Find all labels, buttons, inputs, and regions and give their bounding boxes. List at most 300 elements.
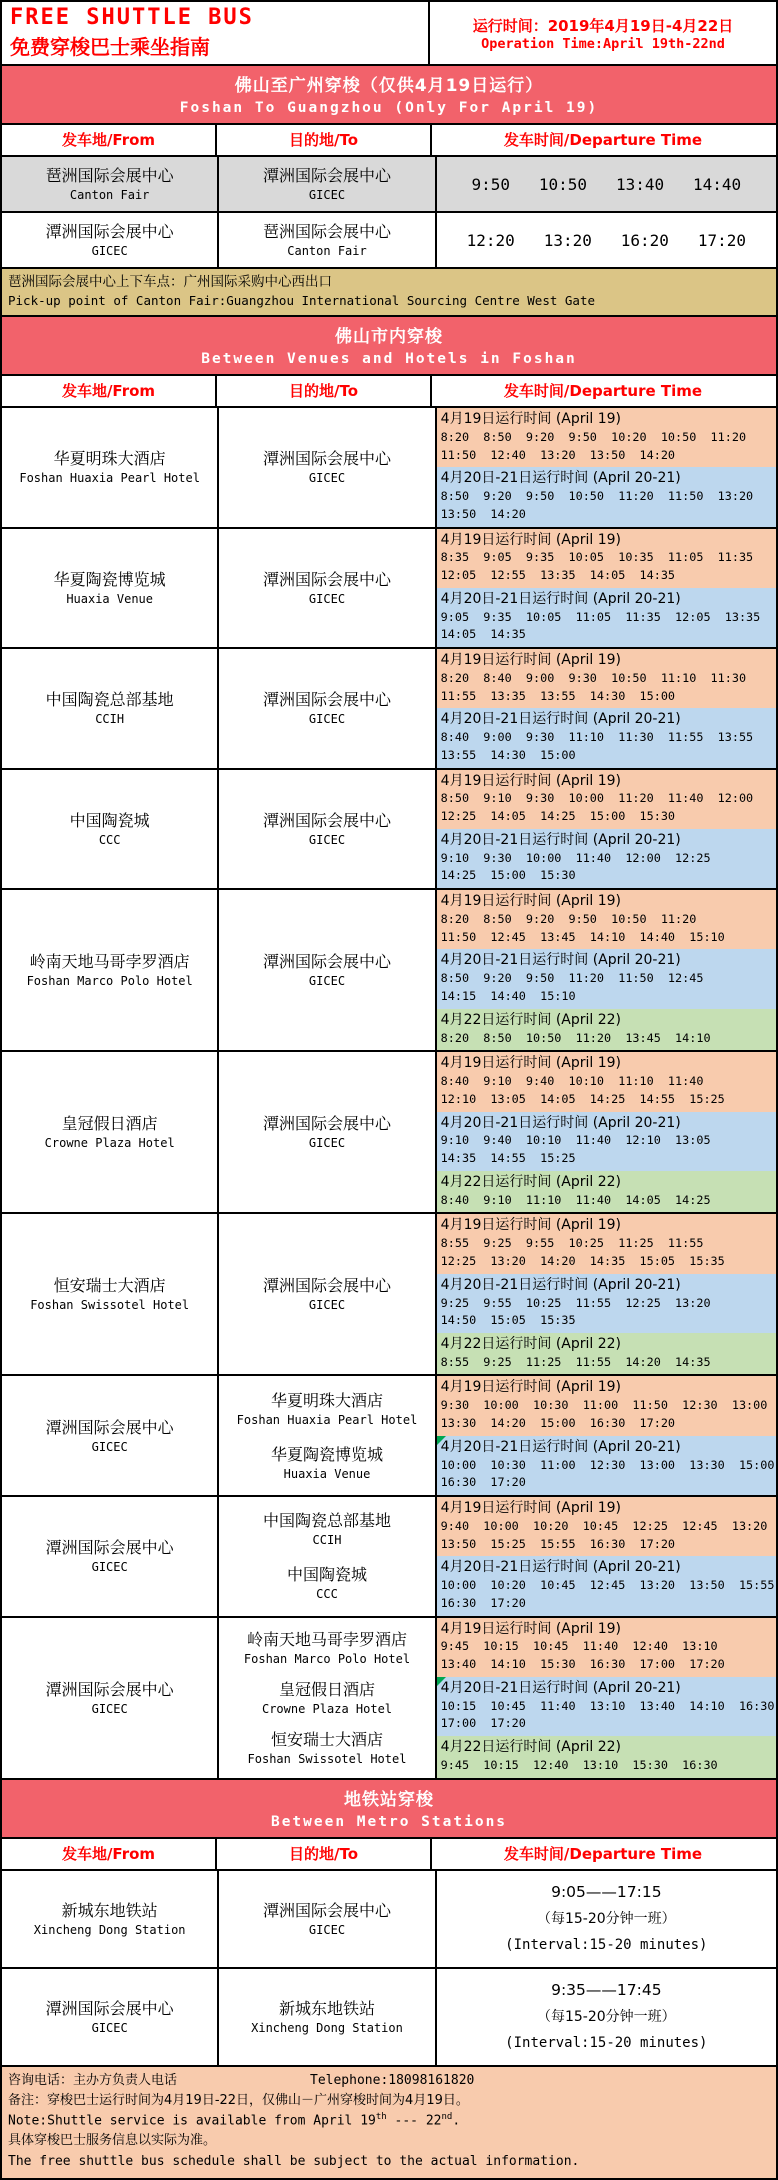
time-block-apr20_21	[437, 829, 776, 888]
time-block-apr20_21	[437, 1436, 776, 1495]
venue-name-zh: 潭洲国际会展中心	[262, 569, 391, 589]
venue-name-zh: 恒安瑞士大酒店	[53, 1276, 166, 1296]
date-header: 4月20日-21日运行时间 (April 20-21)	[440, 590, 681, 607]
venue	[263, 952, 391, 988]
schedule-row	[2, 1869, 776, 1967]
time-cell	[435, 157, 776, 211]
from-cell	[2, 770, 217, 889]
venue-name-zh: 中国陶瓷总部基地	[262, 1511, 391, 1531]
venue-name-en: GICEC	[308, 591, 346, 606]
venue	[46, 1680, 174, 1716]
time-cell	[435, 890, 776, 1050]
time-line: 8:40 9:10 11:10 11:40 14:05 14:25	[440, 1192, 711, 1207]
to-cell	[217, 1214, 434, 1374]
venue-name-zh: 岭南天地马哥孛罗酒店	[246, 1629, 407, 1649]
venue-name-en: GICEC	[308, 832, 346, 847]
phone-label-zh: 咨询电话：主办方负责人电话	[8, 2072, 178, 2088]
venue	[34, 1901, 186, 1937]
time-block-apr22	[437, 1736, 776, 1778]
date-header: 4月19日运行时间 (April 19)	[440, 893, 622, 910]
time-block-apr20_21	[437, 1274, 776, 1333]
time-line: 12:10 13:05 14:05 14:25 14:55 15:25	[440, 1091, 725, 1106]
venue-name-en: Crowne Plaza Hotel	[44, 1136, 175, 1151]
time-line: 9:40 10:00 10:20 10:45 12:25 12:45 13:20	[440, 1518, 768, 1533]
footer-note-en-part: .	[452, 2113, 461, 2129]
footer-disclaimer-en: The free shuttle bus schedule shall be subject to the actual information.	[8, 2153, 580, 2169]
time-block-apr19	[437, 1214, 776, 1273]
operation-time-zh: 运行时间：2019年4月19日-4月22日	[472, 16, 734, 35]
from-cell	[2, 157, 217, 211]
venue	[263, 1276, 391, 1312]
time-line: 12:05 12:55 13:35 14:05 14:35	[440, 568, 676, 583]
from-cell	[2, 1497, 217, 1616]
from-cell	[2, 649, 217, 768]
time-line: 8:20 8:50 9:20 9:50 10:20 10:50 11:20	[440, 429, 747, 444]
venue-name-en: GICEC	[91, 1701, 128, 1716]
date-header: 4月19日运行时间 (April 19)	[440, 1499, 622, 1516]
time-line: 13:50 15:25 15:55 16:30 17:20	[440, 1536, 676, 1551]
to-cell	[217, 1376, 434, 1495]
venue	[263, 1511, 391, 1547]
venue-name-en: CCIH	[312, 1533, 342, 1548]
date-header: 4月19日运行时间 (April 19)	[440, 772, 622, 789]
schedule-row	[2, 1616, 776, 1778]
section-gz	[2, 64, 776, 315]
venue	[70, 811, 150, 847]
column-header-row	[2, 374, 776, 406]
venue-name-zh: 潭洲国际会展中心	[262, 1900, 391, 1920]
column-header-to: 目的地/To	[215, 376, 430, 406]
to-cell	[217, 529, 434, 648]
schedule-row	[2, 888, 776, 1050]
time-line: 9:05 9:35 10:05 11:05 11:35 12:05 13:35	[440, 609, 761, 624]
time-line: 8:50 9:10 9:30 10:00 11:20 11:40 12:00	[440, 791, 754, 806]
section-banner	[2, 64, 776, 123]
time-line: 13:55 14:30 15:00	[440, 747, 576, 762]
time-line: 8:35 9:05 9:35 10:05 10:35 11:05 11:35	[440, 550, 754, 565]
time-block-apr19	[437, 1376, 776, 1435]
footer-notes	[2, 2065, 776, 2178]
time-line: 16:30 17:20	[440, 1595, 526, 1610]
time-line: 13:50 14:20	[440, 506, 526, 521]
venue	[263, 449, 391, 485]
column-header-time: 发车时间/Departure Time	[430, 125, 774, 155]
venue-name-zh: 中国陶瓷总部基地	[45, 690, 174, 710]
schedule-row	[2, 1050, 776, 1212]
venue-name-zh: 潭洲国际会展中心	[45, 1417, 174, 1437]
venue-name-en: Foshan Huaxia Pearl Hotel	[19, 471, 200, 486]
date-header: 4月20日-21日运行时间 (April 20-21)	[440, 711, 681, 728]
venue	[263, 1901, 391, 1937]
time-block-apr22	[437, 1009, 776, 1051]
venue-name-en: CCC	[98, 832, 121, 847]
venue-name-zh: 琶洲国际会展中心	[45, 166, 174, 185]
time-cell	[435, 770, 776, 889]
venue	[46, 166, 174, 202]
page-header	[2, 2, 776, 64]
departure-times: 12:20 13:20 16:20 17:20	[466, 230, 746, 250]
column-header-to: 目的地/To	[215, 1839, 430, 1869]
schedule-row	[2, 647, 776, 768]
time-cell	[435, 1052, 776, 1212]
to-cell	[217, 770, 434, 889]
time-block-apr20_21	[437, 467, 776, 526]
from-cell	[2, 1052, 217, 1212]
time-line: 8:20 8:50 10:50 11:20 13:45 14:10	[440, 1030, 711, 1045]
time-line: 10:15 10:45 11:40 13:10 13:40 14:10 16:30	[440, 1698, 775, 1713]
page-title-block	[2, 2, 428, 64]
schedule-row	[2, 406, 776, 527]
pickup-note	[2, 267, 776, 315]
venue-name-en: GICEC	[308, 712, 346, 727]
time-line: 10:00 10:30 11:00 12:30 13:00 13:30 15:00	[440, 1457, 775, 1472]
venue	[263, 570, 391, 606]
section-foshan	[2, 315, 776, 1778]
venue-name-en: Foshan Huaxia Pearl Hotel	[236, 1412, 418, 1427]
to-cell	[217, 1618, 434, 1778]
to-cell	[217, 157, 434, 211]
from-cell	[2, 529, 217, 648]
venue-name-en: Crowne Plaza Hotel	[261, 1701, 393, 1716]
date-header: 4月22日运行时间 (April 22)	[440, 1011, 622, 1028]
section-banner-en: Foshan To Guangzhou (Only For April 19)	[179, 100, 599, 116]
schedule-row	[2, 1212, 776, 1374]
venue-name-zh: 潭洲国际会展中心	[45, 222, 174, 241]
phone-number: Telephone:18098161820	[310, 2072, 475, 2088]
venue-name-zh: 中国陶瓷城	[286, 1565, 367, 1585]
comment-marker-icon	[437, 1436, 446, 1445]
date-header: 4月19日运行时间 (April 19)	[440, 1620, 622, 1637]
date-header: 4月22日运行时间 (April 22)	[440, 1739, 622, 1756]
venue-name-zh: 华夏陶瓷博览城	[53, 569, 166, 589]
venue	[271, 1445, 383, 1481]
from-cell	[2, 1618, 217, 1778]
venue-name-zh: 皇冠假日酒店	[61, 1114, 158, 1134]
schedule-row	[2, 1967, 776, 2065]
venue-name-en: Canton Fair	[287, 244, 367, 258]
from-cell	[2, 1871, 217, 1967]
time-line: 14:25 15:00 15:30	[440, 868, 576, 883]
venue	[45, 1114, 175, 1150]
time-line: 8:20 8:50 9:20 9:50 10:50 11:20	[440, 912, 697, 927]
footer-note-zh: 备注：穿梭巴士运行时间为4月19日-22日，仅佛山－广州穿梭时间为4月19日。	[8, 2092, 469, 2108]
from-cell	[2, 408, 217, 527]
column-header-time: 发车时间/Departure Time	[430, 376, 774, 406]
footer-note-en-part: Note:Shuttle service is available from April 19	[8, 2113, 376, 2129]
venue-name-en: Foshan Marco Polo Hotel	[26, 974, 193, 989]
venue	[46, 1418, 174, 1454]
venue	[263, 222, 391, 258]
time-line: 9:10 9:30 10:00 11:40 12:00 12:25	[440, 850, 711, 865]
comment-marker-icon	[437, 1677, 446, 1686]
column-header-from: 发车地/From	[61, 131, 156, 149]
time-block-apr22	[437, 1171, 776, 1213]
time-line: 9:30 10:00 10:30 11:00 11:50 12:30 13:00	[440, 1398, 768, 1413]
time-block-apr19	[437, 1052, 776, 1111]
venue-name-en: Xincheng Dong Station	[33, 1922, 186, 1937]
venue-name-en: GICEC	[308, 1136, 346, 1151]
departure-times: 9:50 10:50 13:40 14:40	[471, 174, 742, 194]
section-banner-zh: 佛山至广州穿梭（仅供4月19日运行）	[234, 76, 544, 96]
date-header: 4月20日-21日运行时间 (April 20-21)	[440, 952, 681, 969]
time-line: 9:45 10:15 12:40 13:10 15:30 16:30	[440, 1757, 718, 1772]
column-header-row	[2, 1837, 776, 1869]
column-header-from: 发车地/From	[61, 1844, 156, 1863]
interval-line: （每15-20分钟一班）	[536, 1911, 676, 1928]
from-cell	[2, 1969, 217, 2065]
venue-name-en: CCIH	[95, 712, 125, 727]
time-cell	[435, 529, 776, 648]
section-banner-en: Between Venues and Hotels in Foshan	[201, 351, 577, 367]
schedule-row	[2, 527, 776, 648]
time-line: 14:50 15:05 15:35	[440, 1313, 576, 1328]
time-line: 8:50 9:20 9:50 10:50 11:20 11:50 13:20	[440, 489, 754, 504]
venue	[263, 811, 391, 847]
from-cell	[2, 890, 217, 1050]
date-header: 4月20日-21日运行时间 (April 20-21)	[440, 1276, 681, 1293]
interval-line: (Interval:15-20 minutes)	[505, 1936, 708, 1953]
venue-name-zh: 琶洲国际会展中心	[262, 222, 391, 241]
section-metro	[2, 1778, 776, 2065]
time-block-apr20_21	[437, 708, 776, 767]
venue	[19, 449, 200, 485]
time-block-apr19	[437, 408, 776, 467]
date-header: 4月20日-21日运行时间 (April 20-21)	[440, 1114, 681, 1131]
date-header: 4月19日运行时间 (April 19)	[440, 411, 622, 427]
page-title-en: FREE SHUTTLE BUS	[10, 5, 254, 30]
time-block-apr20_21	[437, 588, 776, 647]
footer-note-en-sup: nd	[441, 2111, 453, 2122]
date-header: 4月20日-21日运行时间 (April 20-21)	[440, 1679, 681, 1696]
page-title-zh: 免费穿梭巴士乘坐指南	[10, 35, 210, 59]
venue	[27, 952, 193, 988]
venue	[46, 1538, 174, 1574]
time-line: 10:00 10:20 10:45 12:45 13:20 13:50 15:55	[440, 1578, 775, 1593]
venue	[248, 1730, 407, 1766]
time-line: 13:40 14:10 15:30 16:30 17:00 17:20	[440, 1657, 725, 1672]
time-line: 13:30 14:20 15:00 16:30 17:20	[440, 1416, 676, 1431]
venue-name-zh: 潭洲国际会展中心	[262, 952, 391, 972]
interval-line: (Interval:15-20 minutes)	[505, 2034, 708, 2051]
from-cell	[2, 213, 217, 267]
time-block-apr20_21	[437, 1677, 776, 1736]
venue-name-en: CCC	[316, 1587, 338, 1602]
venue-name-zh: 华夏明珠大酒店	[270, 1390, 383, 1410]
date-header: 4月22日运行时间 (April 22)	[440, 1173, 622, 1190]
venue-name-zh: 潭洲国际会展中心	[262, 1114, 391, 1134]
schedule-row	[2, 1374, 776, 1495]
time-block-apr20_21	[437, 949, 776, 1008]
venue	[54, 570, 166, 606]
venue-name-zh: 潭洲国际会展中心	[262, 690, 391, 710]
operation-time-en: Operation Time:April 19th-22nd	[481, 35, 725, 52]
venue	[251, 1999, 403, 2035]
venue-name-en: GICEC	[308, 188, 346, 202]
venue-name-zh: 华夏陶瓷博览城	[270, 1444, 383, 1464]
venue-name-en: GICEC	[91, 1439, 128, 1454]
venue	[46, 222, 174, 258]
schedule-row	[2, 1495, 776, 1616]
venue	[287, 1565, 367, 1601]
time-cell	[435, 1214, 776, 1374]
venue-name-zh: 潭洲国际会展中心	[262, 166, 391, 185]
time-block-apr19	[437, 1618, 776, 1677]
venue	[46, 1999, 174, 2035]
date-header: 4月19日运行时间 (April 19)	[440, 531, 622, 548]
date-header: 4月19日运行时间 (April 19)	[440, 652, 622, 669]
date-header: 4月19日运行时间 (April 19)	[440, 1379, 622, 1396]
time-line: 12:25 13:20 14:20 14:35 15:05 15:35	[440, 1253, 725, 1268]
time-block-apr20_21	[437, 1556, 776, 1615]
time-block-apr19	[437, 890, 776, 949]
time-line: 9:10 9:40 10:10 11:40 12:10 13:05	[440, 1133, 711, 1148]
venue	[263, 690, 391, 726]
time-block-apr19	[437, 770, 776, 829]
venue-name-zh: 恒安瑞士大酒店	[270, 1729, 383, 1749]
venue	[263, 166, 391, 202]
venue	[237, 1391, 418, 1427]
to-cell	[217, 1497, 434, 1616]
time-line: 11:55 13:35 13:55 14:30 15:00	[440, 688, 676, 703]
time-line: 8:55 9:25 9:55 10:25 11:25 11:55	[440, 1236, 704, 1251]
date-header: 4月20日-21日运行时间 (April 20-21)	[440, 470, 681, 487]
venue-name-zh: 潭洲国际会展中心	[262, 449, 391, 469]
venue-name-en: Foshan Swissotel Hotel	[247, 1751, 407, 1766]
venue-name-en: Huaxia Venue	[66, 591, 154, 606]
footer-note-en	[8, 2111, 770, 2131]
time-cell	[435, 1969, 776, 2065]
schedule-row	[2, 768, 776, 889]
to-cell	[217, 649, 434, 768]
column-header-to: 目的地/To	[215, 125, 430, 155]
time-line: 8:40 9:10 9:40 10:10 11:10 11:40	[440, 1074, 704, 1089]
time-cell	[435, 649, 776, 768]
operation-time-block	[428, 2, 776, 64]
venue-name-en: GICEC	[308, 471, 346, 486]
time-line: 11:50 12:45 13:45 14:10 14:40 15:10	[440, 929, 725, 944]
time-line: 8:20 8:40 9:00 9:30 10:50 11:10 11:30	[440, 670, 747, 685]
column-header-from: 发车地/From	[61, 382, 156, 400]
time-line: 16:30 17:20	[440, 1475, 526, 1490]
date-header: 4月22日运行时间 (April 22)	[440, 1335, 622, 1352]
time-cell	[435, 408, 776, 527]
footer-note-en-sup: th	[375, 2111, 387, 2122]
section-banner-zh: 地铁站穿梭	[344, 1789, 434, 1810]
from-cell	[2, 1214, 217, 1374]
venue-name-zh: 皇冠假日酒店	[278, 1679, 375, 1699]
venue-name-en: Huaxia Venue	[283, 1466, 371, 1481]
venue-name-zh: 岭南天地马哥孛罗酒店	[29, 952, 190, 972]
time-line: 9:25 9:55 10:25 11:55 12:25 13:20	[440, 1295, 711, 1310]
venue	[244, 1630, 410, 1666]
schedule-sections	[2, 64, 776, 2065]
venue-name-zh: 新城东地铁站	[61, 1900, 158, 1920]
to-cell	[217, 213, 434, 267]
section-banner-en: Between Metro Stations	[270, 1813, 508, 1830]
time-cell	[435, 213, 776, 267]
time-line: 14:05 14:35	[440, 627, 526, 642]
venue-name-en: GICEC	[91, 2020, 128, 2035]
venue-name-zh: 潭洲国际会展中心	[45, 1679, 174, 1699]
time-line: 17:00 17:20	[440, 1716, 526, 1731]
pickup-note-en: Pick-up point of Canton Fair:Guangzhou International Sourcing Centre West Gate	[8, 293, 595, 309]
venue-name-en: Xincheng Dong Station	[251, 2020, 403, 2035]
venue-name-zh: 华夏明珠大酒店	[53, 449, 166, 469]
time-cell	[435, 1376, 776, 1495]
time-line: 12:25 14:05 14:25 15:00 15:30	[440, 809, 676, 824]
interval-line: 9:05——17:15	[551, 1883, 662, 1902]
venue-name-zh: 潭洲国际会展中心	[262, 1276, 391, 1296]
to-cell	[217, 1871, 434, 1967]
to-cell	[217, 890, 434, 1050]
time-block-apr22	[437, 1333, 776, 1375]
time-line: 14:35 14:55 15:25	[440, 1151, 576, 1166]
venue-name-en: GICEC	[91, 244, 128, 258]
time-block-apr19	[437, 1497, 776, 1556]
date-header: 4月19日运行时间 (April 19)	[440, 1055, 622, 1072]
venue-name-en: Foshan Marco Polo Hotel	[243, 1651, 411, 1666]
venue-name-en: Foshan Swissotel Hotel	[30, 1298, 190, 1313]
venue-name-en: GICEC	[308, 1922, 346, 1937]
time-cell	[435, 1618, 776, 1778]
pickup-note-zh: 琶洲国际会展中心上下车点：广州国际采购中心西出口	[8, 274, 332, 290]
time-block-apr20_21	[437, 1112, 776, 1171]
venue-name-en: Canton Fair	[69, 188, 150, 202]
time-cell	[435, 1497, 776, 1616]
venue	[263, 1114, 391, 1150]
column-header-time: 发车时间/Departure Time	[430, 1839, 774, 1869]
time-block-apr19	[437, 649, 776, 708]
footer-phone-line	[8, 2071, 770, 2091]
venue-name-zh: 潭洲国际会展中心	[45, 1538, 174, 1558]
column-header-row	[2, 123, 776, 155]
time-block-apr19	[437, 529, 776, 588]
venue-name-zh: 潭洲国际会展中心	[262, 810, 391, 830]
interval-line: 9:35——17:45	[551, 1981, 662, 2000]
date-header: 4月20日-21日运行时间 (April 20-21)	[440, 1438, 681, 1455]
venue	[46, 690, 174, 726]
date-header: 4月19日运行时间 (April 19)	[440, 1217, 622, 1234]
date-header: 4月20日-21日运行时间 (April 20-21)	[440, 1559, 681, 1576]
from-cell	[2, 1376, 217, 1495]
venue-name-en: GICEC	[91, 1560, 128, 1575]
time-line: 8:50 9:20 9:50 11:20 11:50 12:45	[440, 971, 704, 986]
time-line: 8:55 9:25 11:25 11:55 14:20 14:35	[440, 1354, 711, 1369]
venue-name-en: GICEC	[308, 1298, 346, 1313]
venue-name-zh: 中国陶瓷城	[69, 810, 150, 830]
time-line: 9:45 10:15 10:45 11:40 12:40 13:10	[440, 1639, 718, 1654]
footer-disclaimer-zh: 具体穿梭巴士服务信息以实际为准。	[8, 2133, 217, 2149]
section-banner	[2, 1778, 776, 1837]
footer-note-en-part: --- 22	[386, 2113, 442, 2129]
interval-line: （每15-20分钟一班）	[536, 2009, 676, 2026]
venue	[262, 1680, 392, 1716]
venue-name-en: GICEC	[308, 974, 346, 989]
to-cell	[217, 1052, 434, 1212]
schedule-row	[2, 211, 776, 267]
section-banner	[2, 315, 776, 374]
time-line: 8:40 9:00 9:30 11:10 11:30 11:55 13:55	[440, 730, 754, 745]
time-line: 11:50 12:40 13:20 13:50 14:20	[440, 447, 676, 462]
schedule-row	[2, 155, 776, 211]
time-cell	[435, 1871, 776, 1967]
venue	[30, 1276, 189, 1312]
to-cell	[217, 408, 434, 527]
venue-name-zh: 新城东地铁站	[278, 1998, 375, 2018]
venue-name-zh: 潭洲国际会展中心	[45, 1998, 174, 2018]
date-header: 4月20日-21日运行时间 (April 20-21)	[440, 831, 681, 848]
to-cell	[217, 1969, 434, 2065]
